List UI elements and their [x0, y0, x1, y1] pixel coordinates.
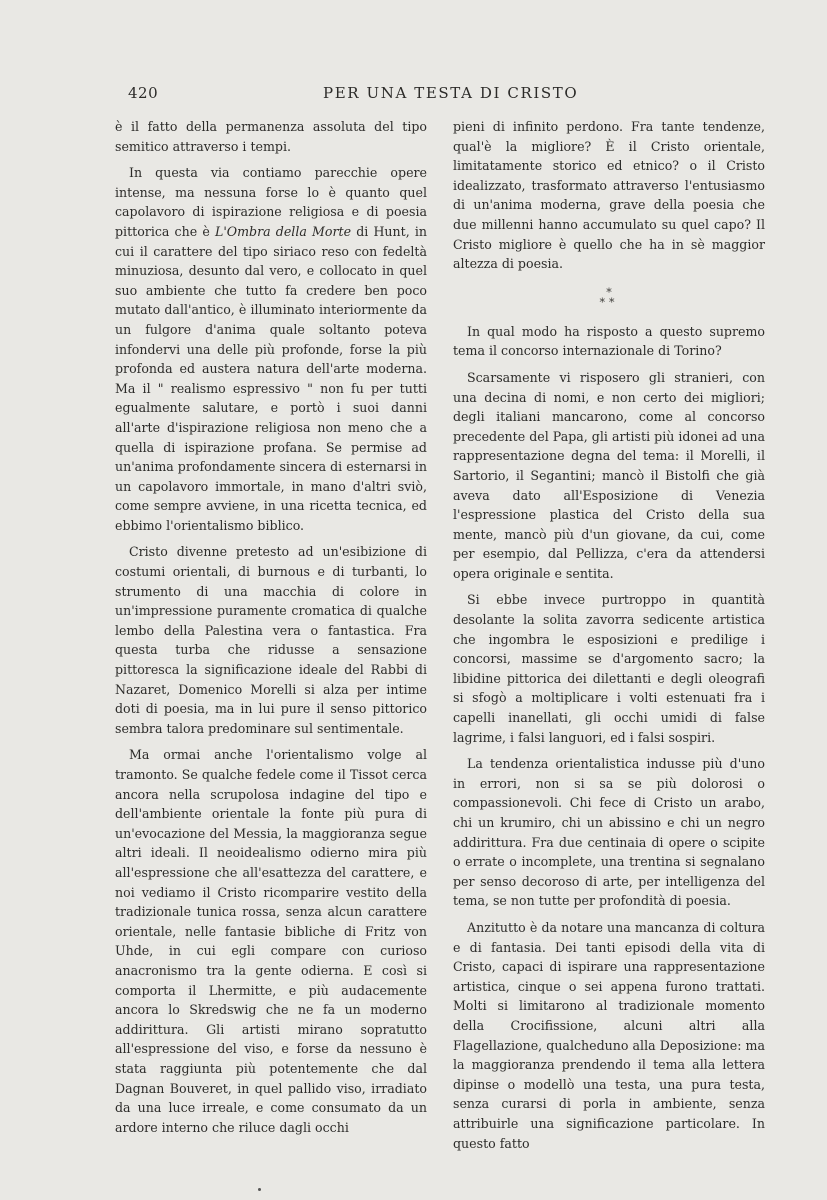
left-column [115, 117, 427, 1137]
paragraph [115, 163, 427, 535]
asterism-top: * [606, 285, 612, 299]
asterism-divider [453, 285, 765, 309]
paragraph-text: di Hunt, in cui il carattere del tipo siriaco reso con fedeltà minuziosa, desunto dal vero, e collocato in quel suo ambiente che tutto fa credere ben poco mutato dall'antico, è illuminato interiormente da un fulgore d'anima quale soltanto poteva infondervi una delle più profonde, forse la più profonda ed austera natura dell'arte moderna. Ma il " realismo espressivo " non fu per tutti egualmente salutare, e portò i suoi danni all'arte d'ispirazione religiosa non meno che a quella di ispirazione profana. Se permise ad un'anima profondamente sincera di esternarsi in un capolavoro immortale, in mano d'altri sviò, come sempre avviene, in una ricetta tecnica, ed ebbimo l'orientalismo biblico. [115, 223, 428, 533]
page-mark [258, 1188, 261, 1191]
asterism-bottom: ** [599, 295, 619, 309]
page-number: 420 [128, 84, 159, 102]
running-title: PER UNA TESTA DI CRISTO [323, 84, 579, 102]
right-column [453, 117, 765, 1153]
page-header [118, 84, 780, 104]
paragraph: pieni di infinito perdono. Fra tante tendenze, qual'è la migliore? È il Cristo orientale, limitatamente storico ed etnico? o il Cristo idealizzato, trasformato attraverso l'entusiasmo di un'anima moderna, grave della poesia che due millenni hanno accumulato su quel capo? Il Cristo migliore è quello che ha in sè maggior altezza di poesia. [453, 119, 765, 272]
paragraph: Anzitutto è da notare una mancanza di coltura e di fantasia. Dei tanti episodi della vita di Cristo, capaci di ispirare una rappresentazione artistica, cinque o sei appena furono trattati. Molti si limitarono al tradizionale momento della Crocifissione, alcuni altri alla Flagellazione, qualcheduno alla Deposizione: ma la maggioranza prendendo il tema alla lettera dipinse o modellò una testa, una pura testa, senza curarsi di porla in ambiente, senza attribuirle una significazione particolare. In questo fatto [453, 919, 765, 1151]
paragraph: Si ebbe invece purtroppo in quantità desolante la solita zavorra sedicente artistica che ingombra le esposizioni e predilige i concorsi, massime se d'argomento sacro; la libidine pittorica dei dilettanti e degli oleografi si sfogò a moltiplicare i volti estenuati fra i capelli inanellati, gli occhi umidi di false lagrime, i falsi languori, ed i falsi sospiri. [453, 592, 765, 745]
paragraph: In qual modo ha risposto a questo supremo tema il concorso internazionale di Torino? [453, 323, 765, 359]
paragraph: Cristo divenne pretesto ad un'esibizione di costumi orientali, di burnous e di turbanti, lo strumento di una macchia di colore in un'impressione puramente cromatica di qualche lembo della Palestina vera o fantastica. Fra questa turba che ridusse a sensazione pittoresca la significazione ideale del Rabbi di Nazaret, Domenico Morelli si alza per intime doti di poesia, ma in lui pure il senso pittorico sembra talora predominare sul sentimentale. [115, 544, 427, 736]
paragraph: è il fatto della permanenza assoluta del tipo semitico attraverso i tempi. [115, 119, 427, 154]
paragraph-text: In questa via contiamo parecchie opere intense, ma nessuna forse lo è quanto quel capolavoro di ispirazione religiosa e di poesia pittorica che è [115, 165, 427, 239]
artwork-title: L'Ombra della Morte [214, 223, 352, 239]
paragraph: Ma ormai anche l'orientalismo volge al tramonto. Se qualche fedele come il Tissot cerca ancora nella scrupolosa indagine del tipo e dell'ambiente orientale la fonte più pura di un'evocazione del Messia, la maggioranza segue altri ideali. Il neoidealismo odierno mira più all'espressione che all'esattezza del carattere, e noi vediamo il Cristo ricomparire vestito della tradizionale tunica rossa, senza alcun carattere orientale, nelle fantasie bibliche di Fritz von Uhde, in cui egli compare con curioso anacronismo tra la gente odierna. E così si comporta il Lhermitte, e più audacemente ancora lo Skredswig che ne fa un moderno addirittura. Gli artisti mirano sopratutto all'espressione del viso, e forse da nessuno è stata raggiunta più potentemente che dal Dagnan Bouveret, in quel pallido viso, irradiato da una luce irreale, e come consumato da un ardore interno che riluce dagli occhi [115, 747, 427, 1135]
paragraph: Scarsamente vi risposero gli stranieri, con una decina di nomi, e non certo dei migliori; degli italiani mancarono, come al concorso precedente del Papa, gli artisti più idonei ad una rappresentazione degna del tema: il Morelli, il Sartorio, il Segantini; mancò il Bistolfi che già aveva dato all'Esposizione di Venezia l'espressione plastica del Cristo della sua mente, mancò più d'un giovane, da cui, come per esempio, dal Pellizza, c'era da attendersi opera originale e sentita. [453, 369, 765, 581]
paragraph: La tendenza orientalistica indusse più d'uno in errori, non si sa se più dolorosi o compassionevoli. Chi fece di Cristo un arabo, chi un krumiro, chi un abissino e chi un negro addirittura. Fra due centinaia di opere o scipite o errate o incomplete, una trentina si segnalano per senso decoroso di arte, per intelligenza del tema, se non tutte per profondità di poesia. [453, 756, 765, 909]
